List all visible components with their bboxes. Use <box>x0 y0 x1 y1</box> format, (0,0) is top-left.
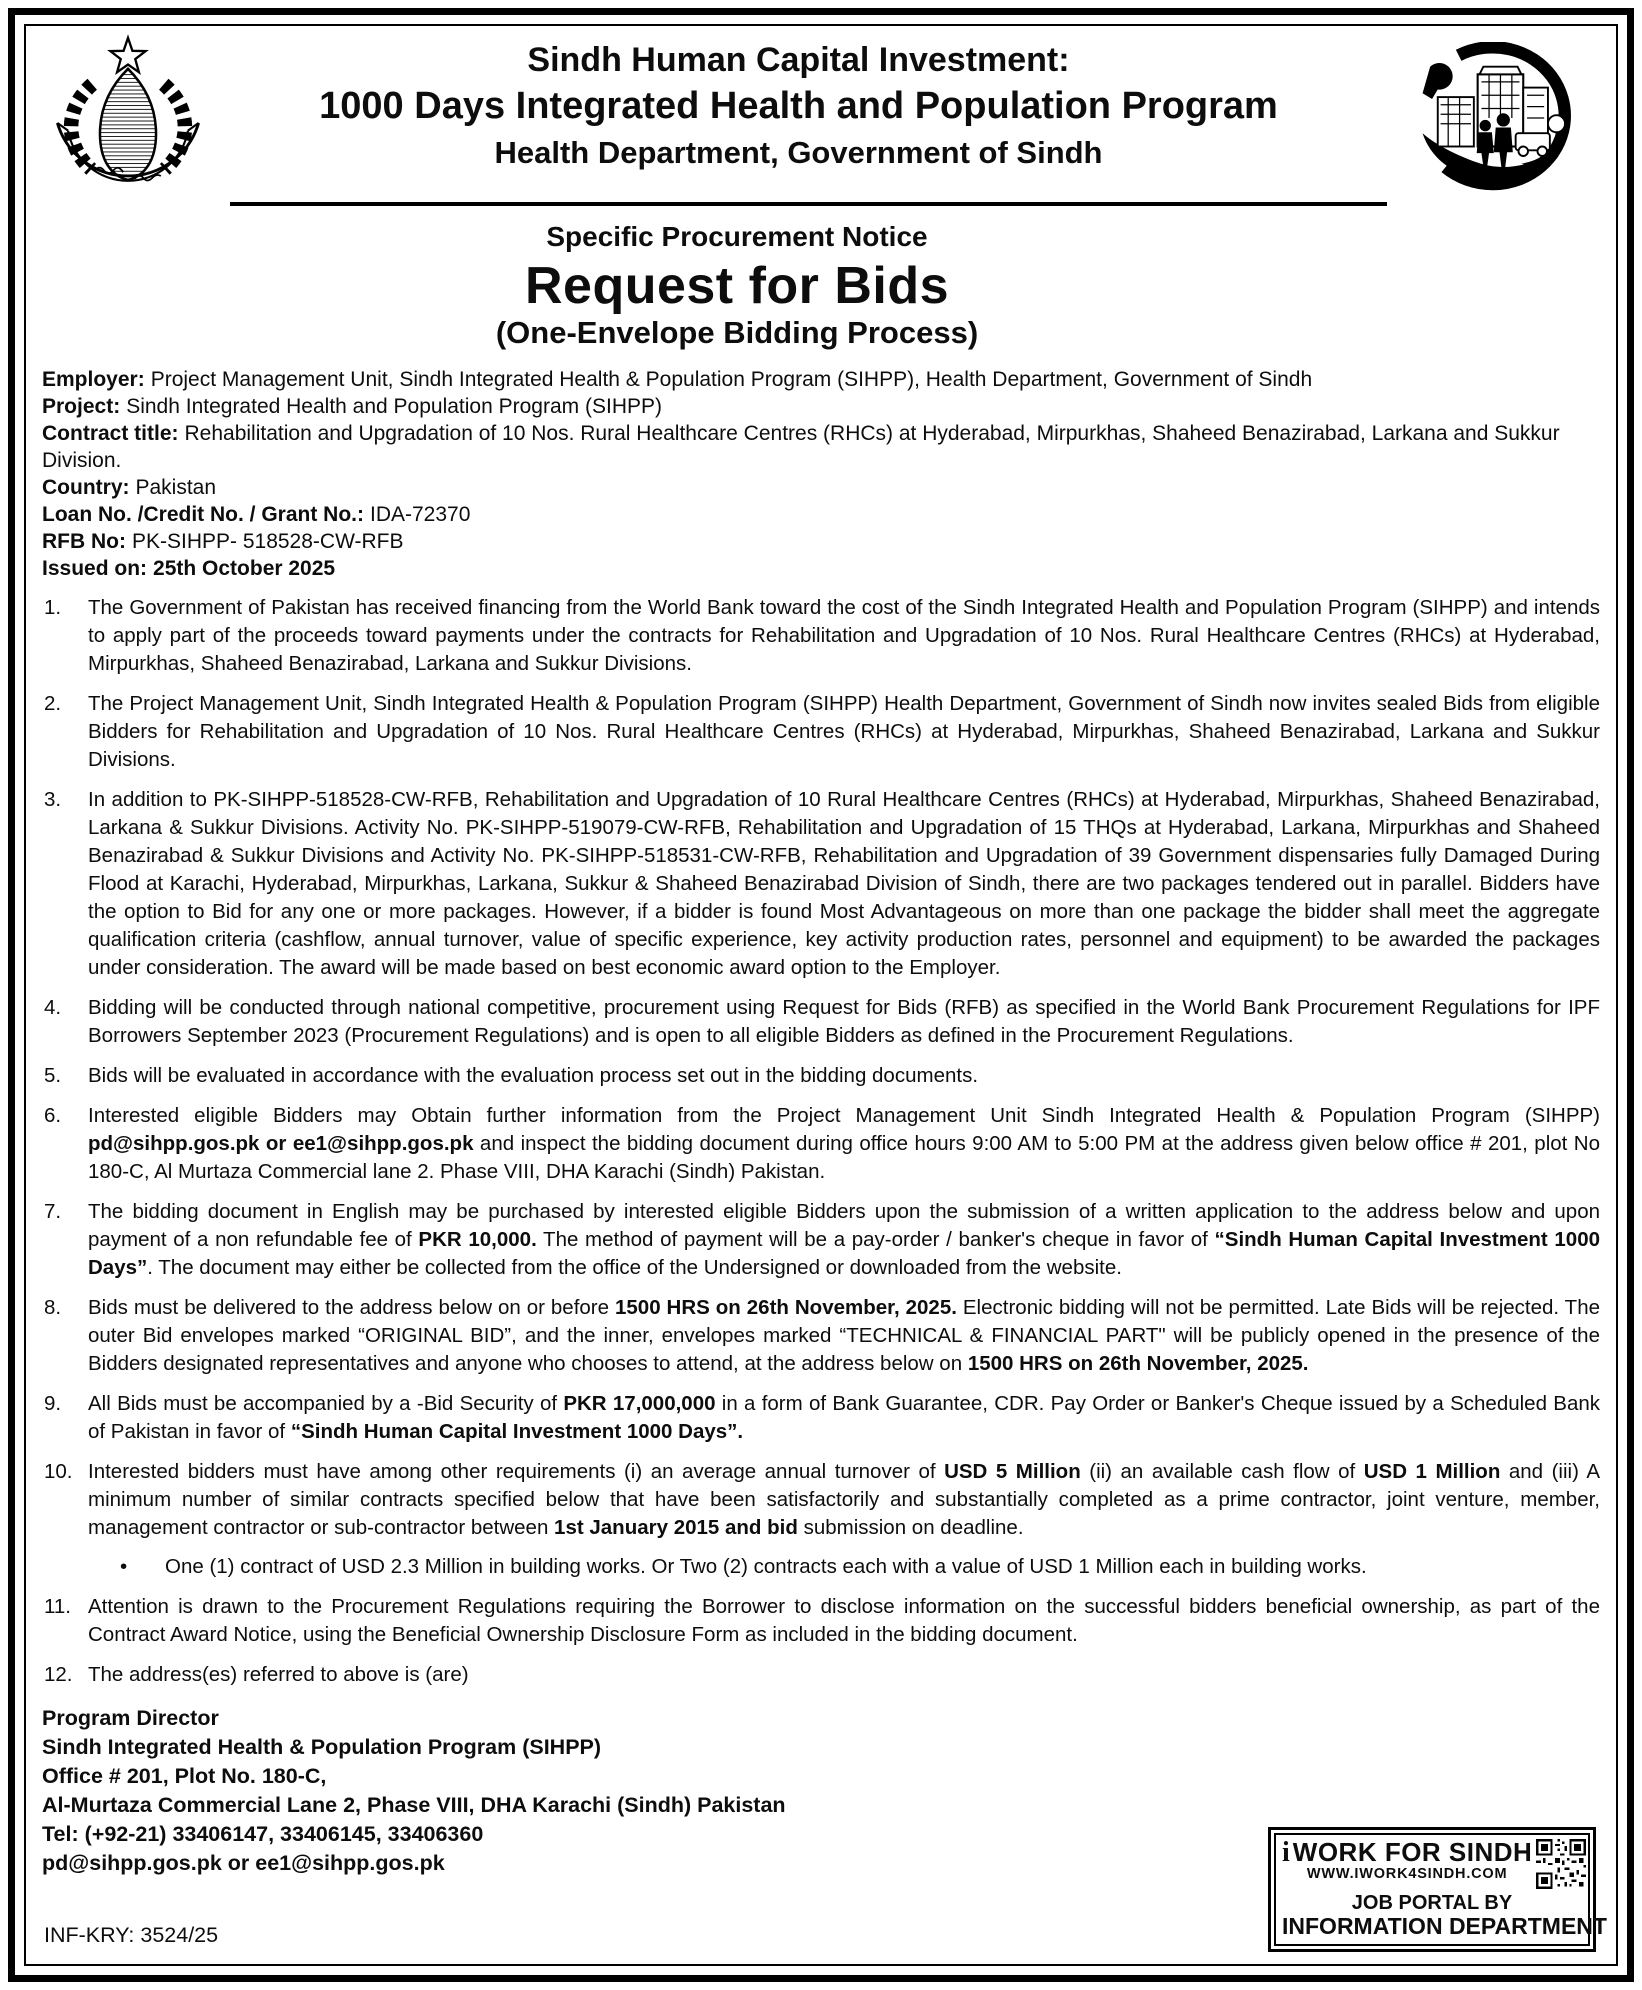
work-for-sindh-banner <box>1268 1827 1607 1952</box>
item-text: Bidding will be conducted through national competitive, procurement using Request for Bids (RFB) as specified in the World Bank Procurement Regulations for IPF Borrowers September 2023 (Procurement Regulations) and is open to all eligible Bidders as defined in the Procurement Regulations. <box>88 996 1600 1047</box>
notice-item-1 <box>42 594 1600 678</box>
meta-label: Project: <box>42 395 121 418</box>
contact-street: Al-Murtaza Commercial Lane 2, Phase VIII, DHA Karachi (Sindh) Pakistan <box>42 1793 786 1817</box>
meta-employer <box>42 366 1600 393</box>
meta-label: Country: <box>42 476 130 499</box>
item-text: One (1) contract of USD 2.3 Million in building works. Or Two (2) contracts each with a value of USD 1 Million each in building works. <box>165 1555 1367 1578</box>
notice-item-2 <box>42 690 1600 774</box>
item-number: 6. <box>44 1104 62 1127</box>
item-text: In addition to PK-SIHPP-518528-CW-RFB, Rehabilitation and Upgradation of 10 Rural Healthcare Centres (RHCs) at Hyderabad, Mirpurkhas, Shaheed Benazirabad, Larkana & Sukkur Divisions. Activity No. PK-SIHPP-519079-CW-RFB, Rehabilitation and Upgradation of 15 THQs at Hyderabad, Larkana, Mirpurkhas and Shaheed Benazirabad & Sukkur Divisions and Activity No. PK-SIHPP-518531-CW-RFB, Rehabilitation and Upgradation of 39 Government dispensaries fully Damaged During Flood at Karachi, Hyderabad, Mirpurkhas, Larkana, Sukkur & Shaheed Benazirabad Division of Sindh, there are two packages tendered out in parallel. Bidders have the option to Bid for any one or more packages. However, if a bidder is found Most Advantageous on more than one package the bidder shall meet the aggregate qualification criteria (cashflow, annual turnover, value of specific experience, key activity production rates, personnel and equipment) to be awarded the packages under consideration. The award will be made based on best economic award option to the Employer. <box>88 788 1600 979</box>
sindh-government-crest-icon <box>44 34 212 208</box>
item-number: 8. <box>44 1296 62 1319</box>
qr-code-icon <box>1536 1839 1586 1889</box>
notice-item-5 <box>42 1062 1600 1090</box>
item-number: 4. <box>44 996 62 1019</box>
meta-label: Employer: <box>42 368 145 391</box>
bullet-icon: • <box>120 1555 128 1578</box>
page-subtitle: (One-Envelope Bidding Process) <box>495 315 979 350</box>
item-number: 7. <box>44 1200 62 1223</box>
notice-item-7 <box>42 1198 1600 1282</box>
notice-type-heading: Specific Procurement Notice <box>546 221 928 252</box>
notice-item-10 <box>42 1458 1600 1542</box>
meta-value: Pakistan <box>135 476 217 499</box>
item-text: Interested bidders must have among other requirements (i) an average annual turnover of USD 5 Million (ii) an available cash flow of USD 1 Million and (iii) A minimum number of similar contracts specified below that have been satisfactorily and substantially completed as a prime contractor, joint venture, member, management contractor or sub-contractor between 1st January 2015 and bid submission on deadline. <box>88 1460 1600 1539</box>
notice-item-11 <box>42 1593 1600 1649</box>
meta-value: Project Management Unit, Sindh Integrated Health & Population Program (SIHPP), Health Department, Government of Sindh <box>150 368 1313 391</box>
meta-contract-title <box>42 420 1600 474</box>
masthead-text <box>247 36 1350 175</box>
item-text: The Project Management Unit, Sindh Integrated Health & Population Program (SIHPP) Health Department, Government of Sindh now invites sealed Bids from eligible Bidders for Rehabilitation and Upgradation of 10 Nos. Rural Healthcare Centres (RHCs) at Hyderabad, Mirpurkhas, Shaheed Benazirabad, Larkana and Sukkur Divisions. <box>88 692 1600 771</box>
contact-office: Office # 201, Plot No. 180-C, <box>42 1764 327 1788</box>
notice-item-10-bullet <box>42 1553 1600 1581</box>
item-number: 11. <box>44 1595 71 1618</box>
notice-items <box>42 594 1600 1689</box>
item-text: The bidding document in English may be purchased by interested eligible Bidders upon the submission of a written application to the address below and upon payment of a non refundable fee of PKR 10,000. The method of payment will be a pay-order / banker's cheque in favor of “Sindh Human Capital Investment 1000 Days”. The document may either be collected from the office of the Undersigned or downloaded from the website. <box>88 1200 1601 1279</box>
notice-item-12 <box>42 1661 1600 1689</box>
contact-title: Program Director <box>42 1706 219 1730</box>
meta-value: PK-SIHPP- 518528-CW-RFB <box>131 530 404 553</box>
item-number: 9. <box>44 1392 62 1415</box>
meta-project <box>42 393 1600 420</box>
advertisement-reference: INF-KRY: 3524/25 <box>44 1923 219 1947</box>
notice-item-3 <box>42 786 1600 982</box>
meta-label: RFB No: <box>42 530 126 553</box>
meta-label: Loan No. /Credit No. / Grant No.: <box>42 503 364 526</box>
page-title: Request for Bids <box>524 257 950 315</box>
work-banner-title: WORK FOR SINDH <box>1292 1837 1533 1867</box>
meta-value: 25th October 2025 <box>153 557 336 580</box>
work-banner-line2: JOB PORTAL BY <box>1351 1892 1513 1914</box>
work-banner-top-row <box>1282 1839 1582 1889</box>
item-number: 1. <box>44 596 62 619</box>
masthead <box>42 36 1600 208</box>
item-text: Attention is drawn to the Procurement Regulations requiring the Borrower to disclose information on the successful bidders beneficial ownership, as part of the Contract Award Notice, using the Beneficial Ownership Disclosure Form as included in the bidding document. <box>88 1595 1600 1646</box>
item-number: 3. <box>44 788 62 811</box>
meta-value: Sindh Integrated Health and Population Program (SIHPP) <box>126 395 662 418</box>
page-content <box>26 26 1616 1964</box>
meta-loan-no <box>42 501 1600 528</box>
meta-label: Contract title: <box>42 422 179 445</box>
item-text: The Government of Pakistan has received financing from the World Bank toward the cost of the Sindh Integrated Health and Population Program (SIHPP) and intends to apply part of the proceeds toward payments under the contracts for Rehabilitation and Upgradation of 10 Nos. Rural Healthcare Centres (RHCs) at Hyderabad, Mirpurkhas, Shaheed Benazirabad, Larkana and Sukkur Divisions. <box>88 596 1600 675</box>
item-text: All Bids must be accompanied by a -Bid Security of PKR 17,000,000 in a form of Bank Guarantee, CDR. Pay Order or Banker's Cheque issued by a Scheduled Bank of Pakistan in favor of “Sindh Human Capital Investment 1000 Days”. <box>88 1392 1600 1443</box>
item-text: The address(es) referred to above is (are) <box>88 1663 469 1686</box>
work-banner-url: WWW.IWORK4SINDH.COM <box>1306 1866 1508 1882</box>
meta-rfb-no <box>42 528 1600 555</box>
department-title: Health Department, Government of Sindh <box>494 135 1103 170</box>
sihpp-program-logo-icon <box>1408 42 1572 194</box>
notice-item-4 <box>42 994 1600 1050</box>
item-text: Interested eligible Bidders may Obtain further information from the Project Management Unit Sindh Integrated Health & Population Program (SIHPP) pd@sihpp.gos.pk or ee1@sihpp.gos.pk and inspect the bidding document during office hours 9:00 AM to 5:00 PM at the address given below office # 201, plot No 180-C, Al Murtaza Commercial lane 2. Phase VIII, DHA Karachi (Sindh) Pakistan. <box>88 1104 1600 1183</box>
meta-country <box>42 474 1600 501</box>
contact-phone: Tel: (+92-21) 33406147, 33406145, 33406360 <box>42 1822 484 1846</box>
item-text: Bids must be delivered to the address below on or before 1500 HRS on 26th November, 2025. Electronic bidding will not be permitted. Late Bids will be rejected. The outer Bid envelopes marked “ORIGINAL BID”, and the inner, envelopes marked “TECHNICAL & FINANCIAL PART" will be publicly opened in the presence of the Bidders designated representatives and anyone who chooses to attend, at the address below on 1500 HRS on 26th November, 2025. <box>88 1296 1600 1375</box>
work-banner-inner <box>1274 1833 1607 1946</box>
item-number: 12. <box>44 1663 73 1686</box>
header-divider <box>230 202 1387 206</box>
item-text: Bids will be evaluated in accordance with the evaluation process set out in the bidding documents. <box>88 1064 979 1087</box>
program-title-line2: 1000 Days Integrated Health and Population Program <box>319 85 1278 127</box>
work-banner-line3: INFORMATION DEPARTMENT <box>1282 1913 1607 1939</box>
meta-block <box>42 366 1600 582</box>
meta-value: Rehabilitation and Upgradation of 10 Nos. Rural Healthcare Centres (RHCs) at Hyderabad, Mirpurkhas, Shaheed Benazirabad, Larkana and Sukkur Division. <box>42 422 1560 472</box>
contact-organization: Sindh Integrated Health & Population Program (SIHPP) <box>42 1735 602 1759</box>
notice-item-6 <box>42 1102 1600 1186</box>
iwork-i-icon: i <box>1282 1837 1290 1868</box>
meta-value: IDA-72370 <box>370 503 471 526</box>
work-banner-titles <box>1282 1839 1532 1883</box>
notice-item-8 <box>42 1294 1600 1378</box>
program-title-line1: Sindh Human Capital Investment: <box>527 41 1070 79</box>
item-number: 10. <box>44 1460 73 1483</box>
meta-label: Issued on: <box>42 557 148 580</box>
meta-issued-on <box>42 555 1600 582</box>
contact-email: pd@sihpp.gos.pk or ee1@sihpp.gos.pk <box>42 1851 445 1875</box>
notice-item-9 <box>42 1390 1600 1446</box>
item-number: 5. <box>44 1064 62 1087</box>
title-block <box>42 220 1432 352</box>
item-number: 2. <box>44 692 62 715</box>
